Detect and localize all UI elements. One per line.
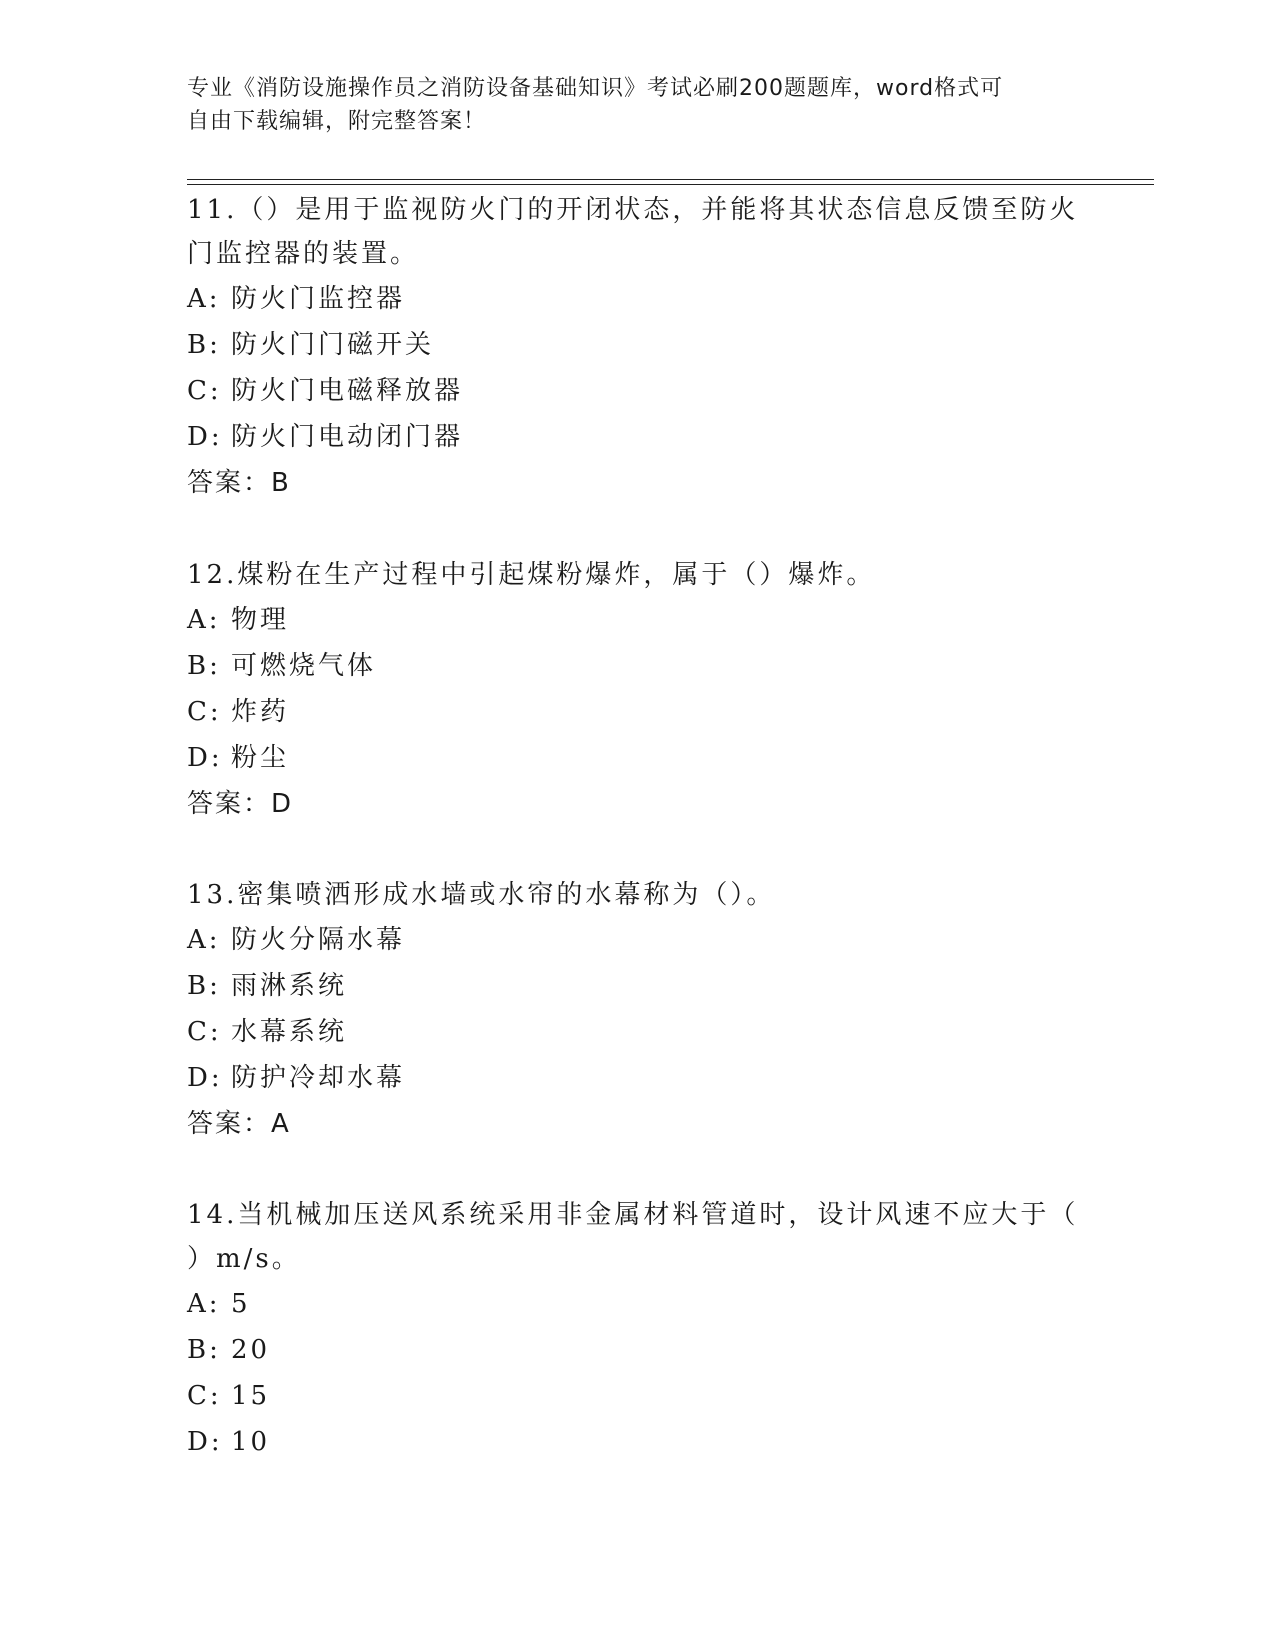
option-text: 防火门门磁开关 [231,330,435,360]
option-text: 防火门电动闭门器 [231,422,464,452]
header-line-1: 专业《消防设施操作员之消防设备基础知识》考试必刷200题题库，word格式可 [187,76,1004,101]
option-text: 物理 [231,605,290,635]
option-c [187,689,1087,735]
option-letter: A: [187,925,221,955]
option-b [187,322,1087,368]
answer-label: 答案：B [187,468,291,498]
header-divider-top [187,179,1154,180]
option-b [187,643,1087,689]
option-text: 炸药 [231,697,290,727]
option-text: 20 [231,1335,271,1365]
question-stem-line: 14.当机械加压送风系统采用非金属材料管道时，设计风速不应大于（ [187,1200,1079,1230]
option-text: 可燃烧气体 [231,651,377,681]
option-text: 雨淋系统 [231,971,348,1001]
option-letter: B: [187,1335,221,1365]
option-b [187,1327,1087,1373]
option-letter: A: [187,284,221,314]
option-text: 水幕系统 [231,1017,348,1047]
option-letter: D: [187,422,223,452]
option-text: 10 [231,1427,271,1457]
option-letter: C: [187,1017,222,1047]
header-line-2: 自由下载编辑，附完整答案！ [187,109,487,134]
option-text: 5 [231,1289,251,1319]
option-letter: B: [187,330,221,360]
option-c [187,1009,1087,1055]
option-text: 防火门电磁释放器 [231,376,464,406]
option-c [187,1373,1087,1419]
question-stem [187,188,1087,276]
option-letter: D: [187,1063,223,1093]
option-b [187,963,1087,1009]
option-letter: C: [187,1381,222,1411]
header-divider-bottom [187,184,1154,185]
document-header [187,72,1087,138]
option-letter: B: [187,651,221,681]
option-text: 防火分隔水幕 [231,925,406,955]
option-a [187,276,1087,322]
option-a [187,1281,1087,1327]
option-letter: C: [187,376,222,406]
question-stem [187,553,1087,597]
option-d [187,414,1087,460]
question-stem-line: 13.密集喷洒形成水墙或水帘的水幕称为（）。 [187,880,776,910]
question-stem [187,1193,1087,1281]
option-text: 15 [231,1381,271,1411]
question-13 [187,873,1087,1147]
option-letter: C: [187,697,222,727]
question-stem-line: 门监控器的装置。 [187,239,420,269]
option-d [187,1419,1087,1465]
option-a [187,597,1087,643]
option-letter: D: [187,1427,223,1457]
question-stem-line: 11.（）是用于监视防火门的开闭状态，并能将其状态信息反馈至防火 [187,195,1079,225]
option-letter: B: [187,971,221,1001]
option-d [187,735,1087,781]
option-d [187,1055,1087,1101]
question-14 [187,1193,1087,1465]
option-a [187,917,1087,963]
question-12 [187,553,1087,827]
question-11 [187,188,1087,506]
option-text: 粉尘 [231,743,290,773]
question-stem-line: 12.煤粉在生产过程中引起煤粉爆炸，属于（）爆炸。 [187,560,876,590]
question-stem-line: ）m/s。 [187,1244,301,1274]
option-c [187,368,1087,414]
question-stem [187,873,1087,917]
option-text: 防火门监控器 [231,284,406,314]
option-letter: A: [187,605,221,635]
answer-label: 答案：D [187,789,294,819]
option-letter: D: [187,743,223,773]
answer-label: 答案：A [187,1109,291,1139]
option-letter: A: [187,1289,221,1319]
option-text: 防护冷却水幕 [231,1063,406,1093]
